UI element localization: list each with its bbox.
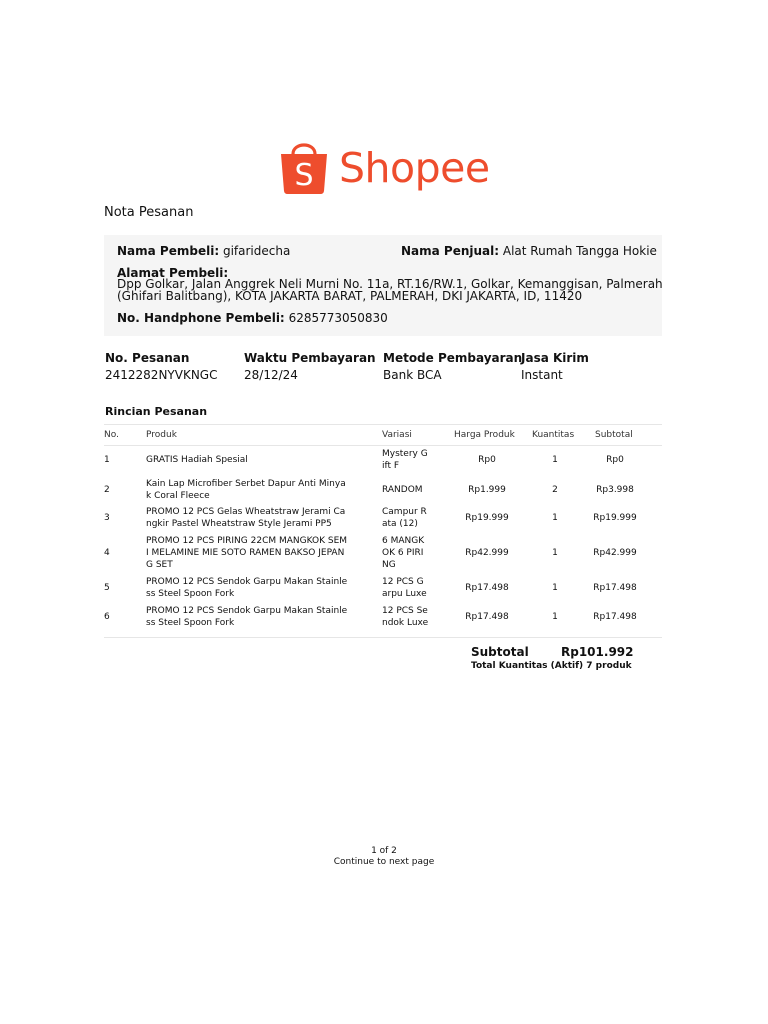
row-number: 2 — [104, 485, 110, 495]
row-product-line: ngkir Pastel Wheatstraw Style Jerami PP5 — [146, 519, 332, 529]
shopee-logo — [277, 138, 490, 195]
buyer-name-label: Nama Pembeli: — [117, 244, 220, 258]
seller-name-row — [401, 245, 657, 258]
order-details-title: Rincian Pesanan — [105, 405, 208, 418]
row-number: 5 — [104, 583, 110, 593]
row-price: Rp0 — [478, 455, 496, 465]
row-product-line: Kain Lap Microfiber Serbet Dapur Anti Minya — [146, 479, 346, 489]
row-product — [146, 576, 374, 600]
row-product-line: G SET — [146, 560, 173, 570]
buyer-info-content — [104, 235, 662, 336]
row-variant-line: arpu Luxe — [382, 589, 427, 599]
row-variant-line: NG — [382, 560, 396, 570]
row-variant-line: ndok Luxe — [382, 618, 429, 628]
row-price: Rp1.999 — [468, 485, 506, 495]
page-number: 1 of 2 — [371, 846, 397, 856]
row-subtotal: Rp3.998 — [596, 485, 634, 495]
row-product-line: PROMO 12 PCS Gelas Wheatstraw Jerami Ca — [146, 507, 346, 517]
phone-label: No. Handphone Pembeli: — [117, 311, 285, 325]
row-qty: 1 — [552, 583, 558, 593]
row-qty: 1 — [552, 455, 558, 465]
column-header-variant: Variasi — [382, 430, 412, 440]
brand-name: Shopee — [339, 144, 490, 192]
row-variant — [382, 484, 442, 496]
column-header-qty: Kuantitas — [532, 430, 575, 440]
total-quantity: Total Kuantitas (Aktif) 7 produk — [471, 661, 632, 671]
order-number-header: No. Pesanan — [105, 351, 190, 365]
column-header-product: Produk — [146, 430, 177, 440]
document-title: Nota Pesanan — [104, 205, 194, 220]
row-variant-line: ata (12) — [382, 519, 418, 529]
address-line-2: (Ghifari Balitbang), KOTA JAKARTA BARAT, PALMERAH, DKI JAKARTA, ID, 11420 — [117, 289, 583, 303]
logo-letter: S — [294, 158, 314, 193]
continue-note: Continue to next page — [333, 857, 435, 867]
phone-number: 6285773050830 — [288, 311, 388, 325]
shopping-bag-icon — [277, 138, 331, 195]
column-header-no: No. — [104, 430, 119, 440]
courier-header: Jasa Kirim — [521, 351, 589, 365]
row-qty: 1 — [552, 612, 558, 622]
column-header-subtotal: Subtotal — [595, 430, 633, 440]
seller-name: Alat Rumah Tangga Hokie — [502, 244, 657, 258]
buyer-name: gifaridecha — [222, 244, 291, 258]
row-subtotal: Rp17.498 — [593, 583, 637, 593]
row-variant-line: 12 PCS G — [382, 577, 424, 587]
row-variant — [382, 535, 442, 571]
row-qty: 2 — [552, 485, 558, 495]
courier: Instant — [521, 368, 563, 382]
table-bottom-divider — [104, 637, 662, 638]
order-number: 2412282NYVKNGC — [105, 368, 218, 382]
row-product-line: GRATIS Hadiah Spesial — [146, 455, 248, 465]
row-product-line: k Coral Fleece — [146, 491, 210, 501]
row-variant — [382, 448, 442, 472]
row-variant — [382, 605, 442, 629]
row-variant — [382, 576, 442, 600]
address-label: Alamat Pembeli: — [117, 266, 229, 280]
row-product-line: PROMO 12 PCS PIRING 22CM MANGKOK SEM — [146, 536, 348, 546]
row-price: Rp42.999 — [465, 548, 509, 558]
row-product — [146, 605, 374, 629]
row-variant-line: 6 MANGK — [382, 536, 425, 546]
payment-time: 28/12/24 — [244, 368, 298, 382]
row-product — [146, 535, 374, 571]
row-variant-line: Campur R — [382, 507, 427, 517]
address-line-1: Dpp Golkar, Jalan Anggrek Neli Murni No. 11a, RT.16/RW.1, Golkar, Kemanggisan, Palmerah — [117, 277, 663, 291]
column-header-price: Harga Produk — [454, 430, 515, 440]
row-variant-line: 12 PCS Se — [382, 606, 428, 616]
row-subtotal: Rp17.498 — [593, 612, 637, 622]
subtotal-label: Subtotal — [471, 645, 529, 659]
row-subtotal: Rp19.999 — [593, 513, 637, 523]
row-product — [146, 454, 374, 466]
row-subtotal: Rp0 — [606, 455, 624, 465]
row-variant-line: OK 6 PIRI — [382, 548, 424, 558]
row-subtotal: Rp42.999 — [593, 548, 637, 558]
table-header-divider — [104, 445, 662, 446]
payment-method-header: Metode Pembayaran — [383, 351, 523, 365]
row-product-line: I MELAMINE MIE SOTO RAMEN BAKSO JEPAN — [146, 548, 345, 558]
row-price: Rp19.999 — [465, 513, 509, 523]
row-price: Rp17.498 — [465, 612, 509, 622]
subtotal-value: Rp101.992 — [561, 645, 634, 659]
seller-name-label: Nama Penjual: — [401, 244, 500, 258]
row-number: 6 — [104, 612, 110, 622]
row-qty: 1 — [552, 513, 558, 523]
row-number: 3 — [104, 513, 110, 523]
row-product-line: ss Steel Spoon Fork — [146, 589, 235, 599]
row-product — [146, 478, 374, 502]
row-variant-line: RANDOM — [382, 485, 423, 495]
row-product — [146, 506, 374, 530]
row-variant-line: Mystery G — [382, 449, 428, 459]
row-price: Rp17.498 — [465, 583, 509, 593]
row-qty: 1 — [552, 548, 558, 558]
row-variant-line: ift F — [382, 461, 400, 471]
table-top-divider — [104, 424, 662, 425]
row-product-line: PROMO 12 PCS Sendok Garpu Makan Stainle — [146, 577, 348, 587]
payment-method: Bank BCA — [383, 368, 442, 382]
row-product-line: ss Steel Spoon Fork — [146, 618, 235, 628]
row-variant — [382, 506, 442, 530]
phone-row — [117, 312, 388, 325]
row-product-line: PROMO 12 PCS Sendok Garpu Makan Stainle — [146, 606, 348, 616]
buyer-name-row — [117, 245, 290, 258]
payment-time-header: Waktu Pembayaran — [244, 351, 376, 365]
row-number: 1 — [104, 455, 110, 465]
row-number: 4 — [104, 548, 110, 558]
